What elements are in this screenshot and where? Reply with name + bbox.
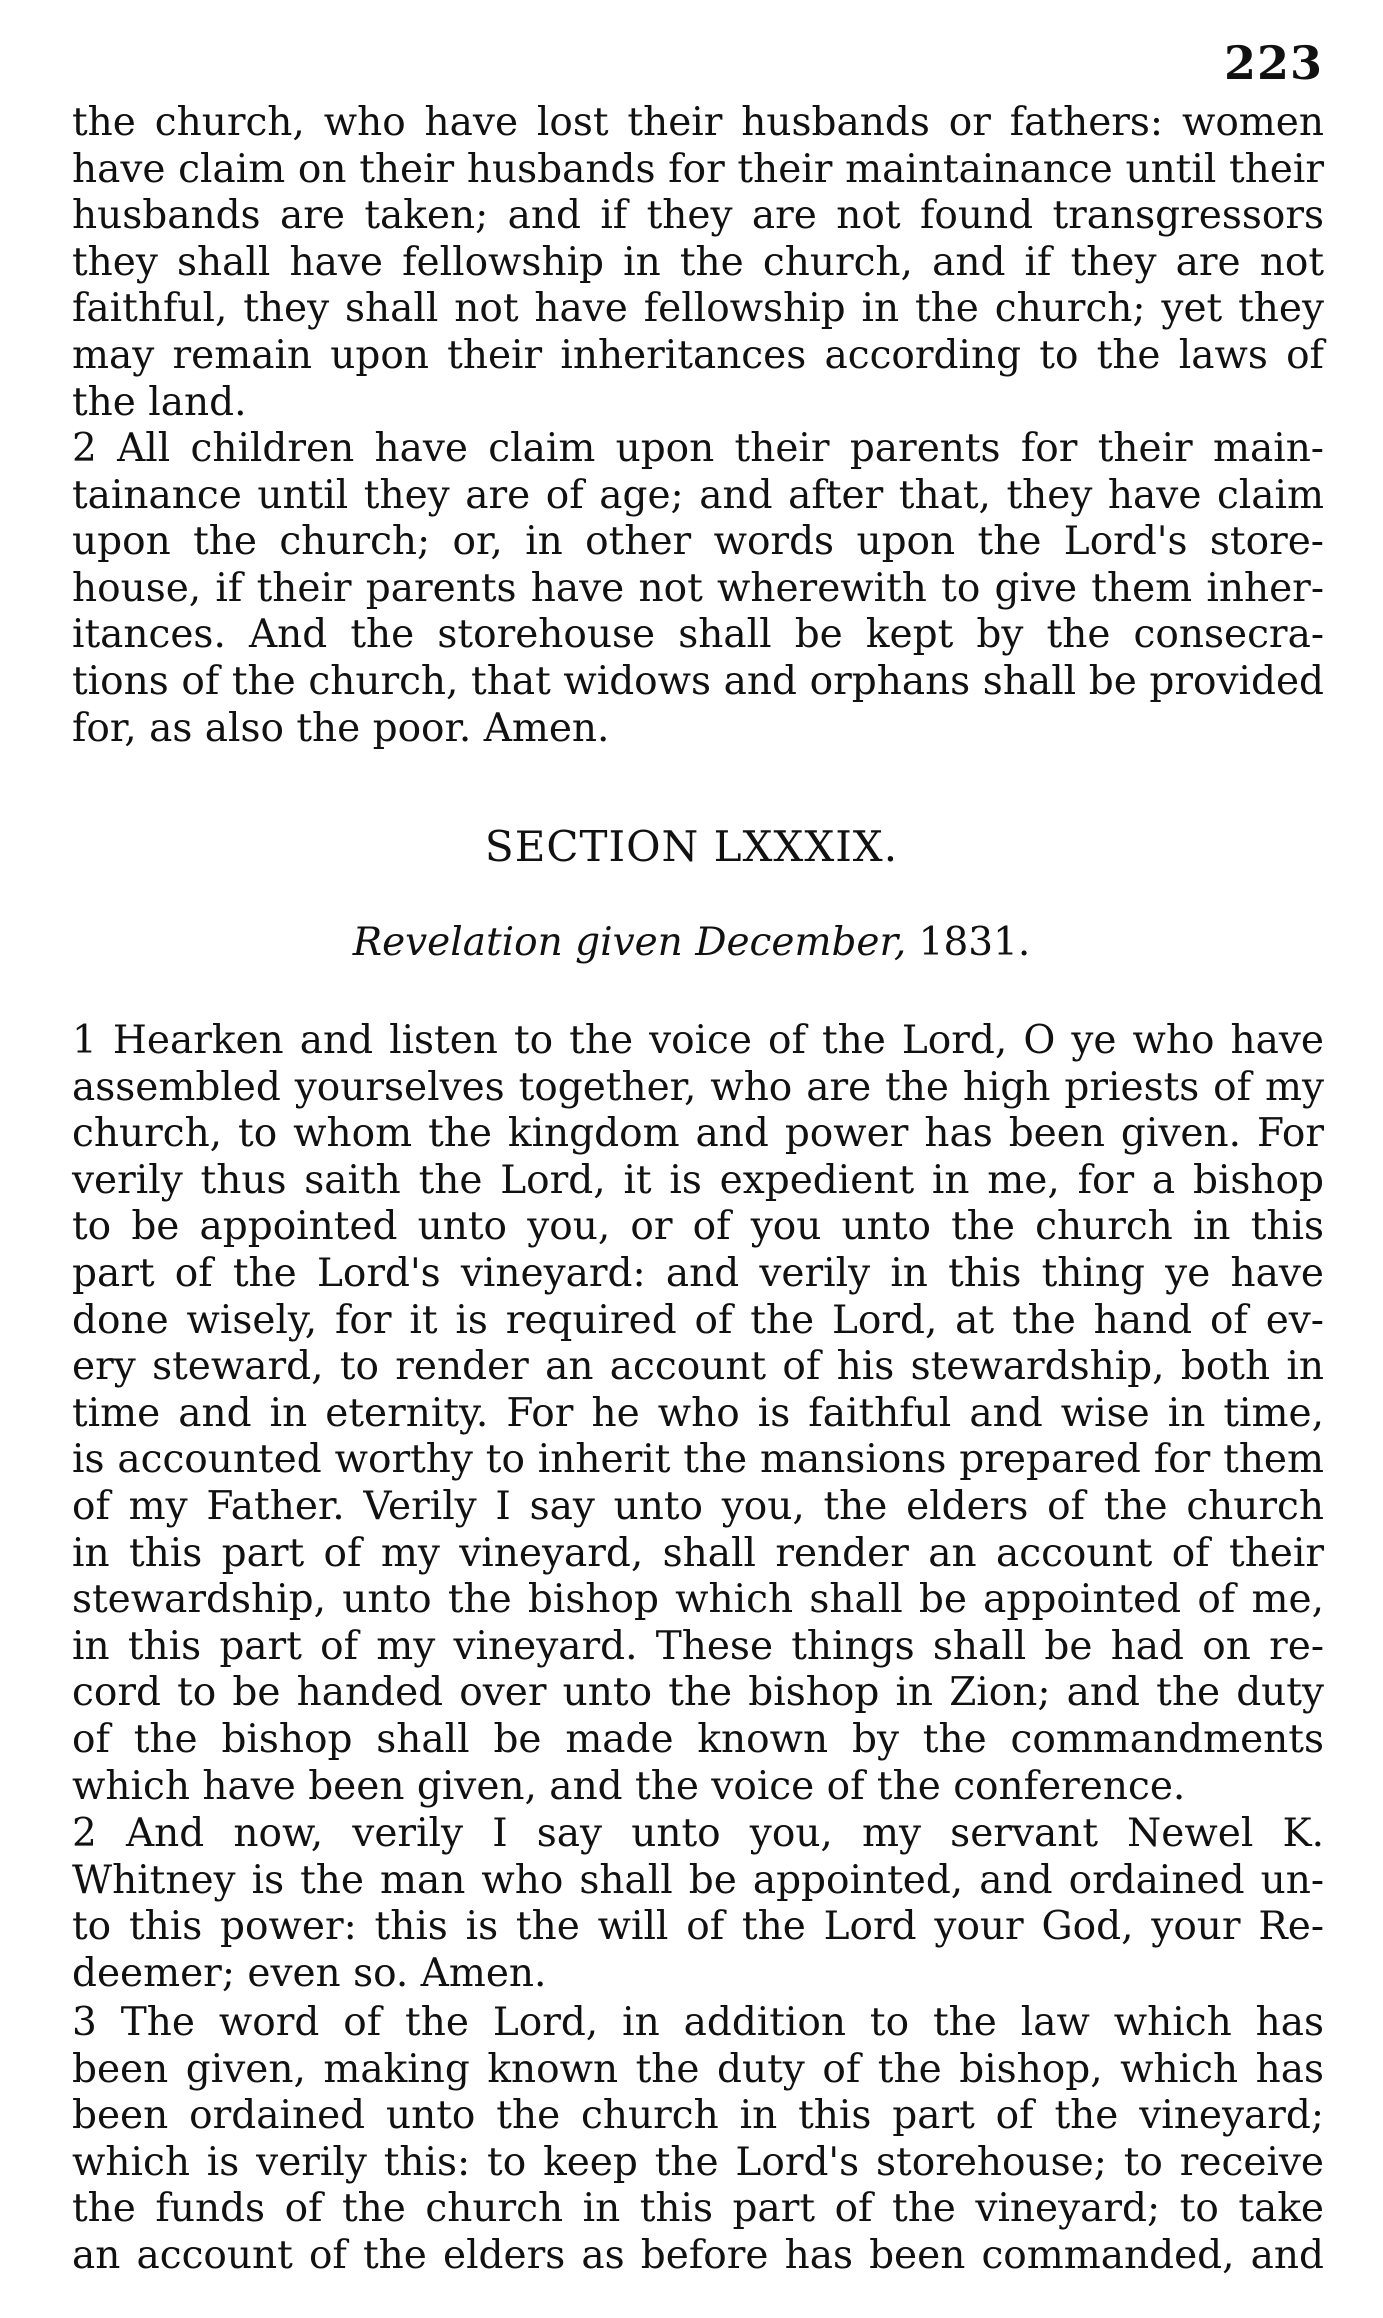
text-line: have claim on their husbands for their maintainance until their [72, 146, 1324, 192]
text-line: which is verily this: to keep the Lord's storehouse; to receive [72, 2139, 1324, 2185]
text-line: faithful, they shall not have fellowship in the church; yet they [72, 286, 1324, 332]
text-line: the land. [72, 379, 247, 425]
paragraph-verse-3 [72, 2000, 1324, 2280]
text-line: tions of the church, that widows and orphans shall be provided [72, 658, 1324, 704]
text-line: in this part of my vineyard. These things shall be had on re- [72, 1623, 1324, 1669]
text-line: which have been given, and the voice of the conference. [72, 1763, 1186, 1809]
text-line: they shall have fellowship in the church, and if they are not [72, 239, 1324, 285]
text-line: house, if their parents have not wherewith to give them inher- [72, 565, 1324, 611]
text-line: verily thus saith the Lord, it is expedient in me, for a bishop [72, 1157, 1324, 1203]
text-line: been given, making known the duty of the bishop, which has [72, 2046, 1324, 2092]
text-line: to be appointed unto you, or of you unto the church in this [72, 1204, 1324, 1250]
text-line: deemer; even so. Amen. [72, 1950, 547, 1996]
text-line: ery steward, to render an account of his stewardship, both in [72, 1344, 1324, 1390]
text-line: itances. And the storehouse shall be kept by the consecra- [72, 612, 1324, 658]
paragraph-verse-2-previous [72, 426, 1324, 752]
text-line: been ordained unto the church in this part of the vineyard; [72, 2093, 1324, 2139]
text-line: to this power: this is the will of the Lord your God, your Re- [72, 1904, 1324, 1950]
text-line: of the bishop shall be made known by the commandments [72, 1716, 1324, 1762]
text-line: done wisely, for it is required of the Lord, at the hand of ev- [72, 1297, 1324, 1343]
section-heading: SECTION LXXXIX. [484, 822, 899, 871]
text-line: 2 And now, verily I say unto you, my servant Newel K. [72, 1811, 1324, 1856]
text-line: time and in eternity. For he who is faithful and wise in time, [72, 1390, 1324, 1436]
text-line: of my Father. Verily I say unto you, the elders of the church [72, 1483, 1324, 1529]
text-line: upon the church; or, in other words upon the Lord's store- [72, 519, 1324, 565]
page-number: 223 [1223, 36, 1323, 90]
text-line: part of the Lord's vineyard: and verily in this thing ye have [72, 1250, 1324, 1296]
text-line: the church, who have lost their husbands or fathers: women [72, 100, 1324, 145]
text-line: for, as also the poor. Amen. [72, 705, 610, 751]
subheading-italic: Revelation given December, [352, 920, 907, 965]
text-line: 2 All children have claim upon their parents for their main- [72, 426, 1324, 471]
text-line: assembled yourselves together, who are the high priests of my [72, 1064, 1324, 1110]
text-line: stewardship, unto the bishop which shall be appointed of me, [72, 1577, 1324, 1623]
text-line: the funds of the church in this part of the vineyard; to take [72, 2186, 1324, 2232]
section-subheading [0, 920, 1383, 965]
text-line: may remain upon their inheritances according to the laws of [72, 332, 1324, 378]
paragraph-verse-1 [72, 1018, 1324, 1810]
paragraph-continuation [72, 100, 1324, 426]
subheading-year: 1831. [906, 920, 1031, 965]
text-line: in this part of my vineyard, shall render an account of their [72, 1530, 1324, 1576]
paragraph-verse-2 [72, 1811, 1324, 1997]
text-line: is accounted worthy to inherit the mansions prepared for them [72, 1437, 1324, 1483]
text-line: cord to be handed over unto the bishop in Zion; and the duty [72, 1670, 1324, 1716]
text-line: tainance until they are of age; and after that, they have claim [72, 472, 1324, 518]
text-line: an account of the elders as before has been commanded, and [72, 2232, 1324, 2278]
text-line: Whitney is the man who shall be appointed, and ordained un- [72, 1857, 1324, 1903]
text-line: husbands are taken; and if they are not found transgressors [72, 193, 1324, 239]
text-line: 1 Hearken and listen to the voice of the Lord, O ye who have [72, 1018, 1324, 1063]
text-line: 3 The word of the Lord, in addition to the law which has [72, 2000, 1324, 2045]
text-line: church, to whom the kingdom and power has been given. For [72, 1111, 1324, 1157]
